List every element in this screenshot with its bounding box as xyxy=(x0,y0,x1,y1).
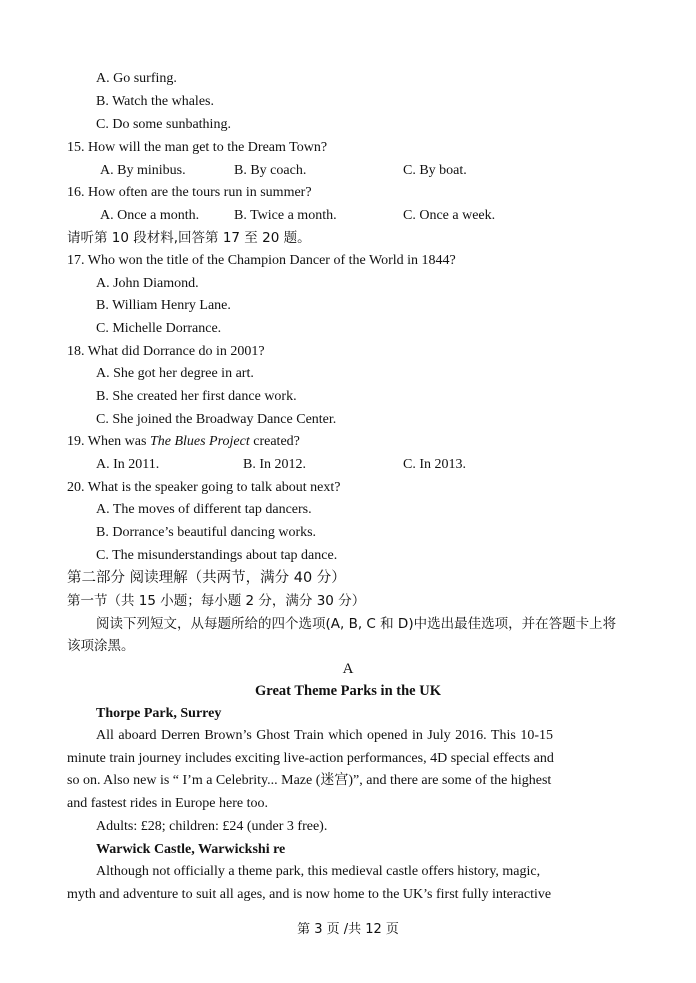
q19-option-c: C. In 2013. xyxy=(403,457,466,472)
q15-option-c: C. By boat. xyxy=(403,163,467,178)
q15-stem: 15. How will the man get to the Dream Town? xyxy=(67,140,328,155)
park1-price: Adults: £28; children: £24 (under 3 free). xyxy=(96,819,328,834)
q19-stem xyxy=(67,433,300,451)
q19-stem-title: The Blues Project xyxy=(149,434,250,449)
q19-stem-post: created? xyxy=(249,434,300,449)
reading-instruction-line1: 阅读下列短文，从每题所给的四个选项(A, B, C 和 D)中选出最佳选项，并在答题卡上将 xyxy=(96,616,617,632)
park1-line-3: so on. Also new is “ I’m a Celebrity... Maze (迷宫)”, and there are some of the highest xyxy=(67,773,552,788)
q19-stem-pre: 19. When was xyxy=(67,434,150,449)
q18-option-c: C. She joined the Broadway Dance Center. xyxy=(96,412,337,427)
q17-option-c: C. Michelle Dorrance. xyxy=(96,321,222,336)
q18-stem: 18. What did Dorrance do in 2001? xyxy=(67,344,265,359)
park2-line-1: Although not officially a theme park, this medieval castle offers history, magic, xyxy=(96,864,541,879)
park1-line-2: minute train journey includes exciting live-action performances, 4D special effects and xyxy=(67,751,554,766)
q15-option-b: B. By coach. xyxy=(234,163,307,178)
q16-option-c: C. Once a week. xyxy=(403,208,496,223)
passage-letter: A xyxy=(342,661,354,677)
q16-stem: 16. How often are the tours run in summer? xyxy=(67,185,312,200)
park2-line-2: myth and adventure to suit all ages, and is now home to the UK’s first fully interactive xyxy=(67,887,552,902)
q14-option-a: A. Go surfing. xyxy=(96,71,177,86)
q15-option-a: A. By minibus. xyxy=(100,163,186,178)
q18-option-b: B. She created her first dance work. xyxy=(96,389,297,404)
q19-option-b: B. In 2012. xyxy=(243,457,306,472)
q20-option-c: C. The misunderstandings about tap dance. xyxy=(96,548,338,563)
q17-option-a: A. John Diamond. xyxy=(96,276,199,291)
listening-instruction-10: 请听第 10 段材料,回答第 17 至 20 题。 xyxy=(67,230,311,246)
q17-stem: 17. Who won the title of the Champion Dancer of the World in 1844? xyxy=(67,253,456,268)
passage-title: Great Theme Parks in the UK xyxy=(255,683,441,699)
park2-name: Warwick Castle, Warwickshi re xyxy=(96,842,286,857)
q20-option-a: A. The moves of different tap dancers. xyxy=(96,502,312,517)
q18-option-a: A. She got her degree in art. xyxy=(96,366,254,381)
q14-option-c: C. Do some sunbathing. xyxy=(96,117,231,132)
q16-option-b: B. Twice a month. xyxy=(234,208,337,223)
part2-title: 第二部分 阅读理解（共两节，满分 40 分） xyxy=(67,570,346,586)
q20-stem: 20. What is the speaker going to talk about next? xyxy=(67,480,341,495)
q17-option-b: B. William Henry Lane. xyxy=(96,298,231,313)
q20-option-b: B. Dorrance’s beautiful dancing works. xyxy=(96,525,317,540)
park1-name: Thorpe Park, Surrey xyxy=(96,706,222,721)
reading-instruction-line2: 该项涂黑。 xyxy=(67,638,135,654)
park1-line-4: and fastest rides in Europe here too. xyxy=(67,796,268,811)
q16-option-a: A. Once a month. xyxy=(100,208,200,223)
q14-option-b: B. Watch the whales. xyxy=(96,94,214,109)
page-footer: 第 3 页 /共 12 页 xyxy=(297,922,399,937)
park1-line-1: All aboard Derren Brown’s Ghost Train which opened in July 2016. This 10-15 xyxy=(96,728,553,743)
q19-option-a: A. In 2011. xyxy=(96,457,160,472)
section1-title: 第一节（共 15 小题；每小题 2 分，满分 30 分） xyxy=(67,593,366,609)
